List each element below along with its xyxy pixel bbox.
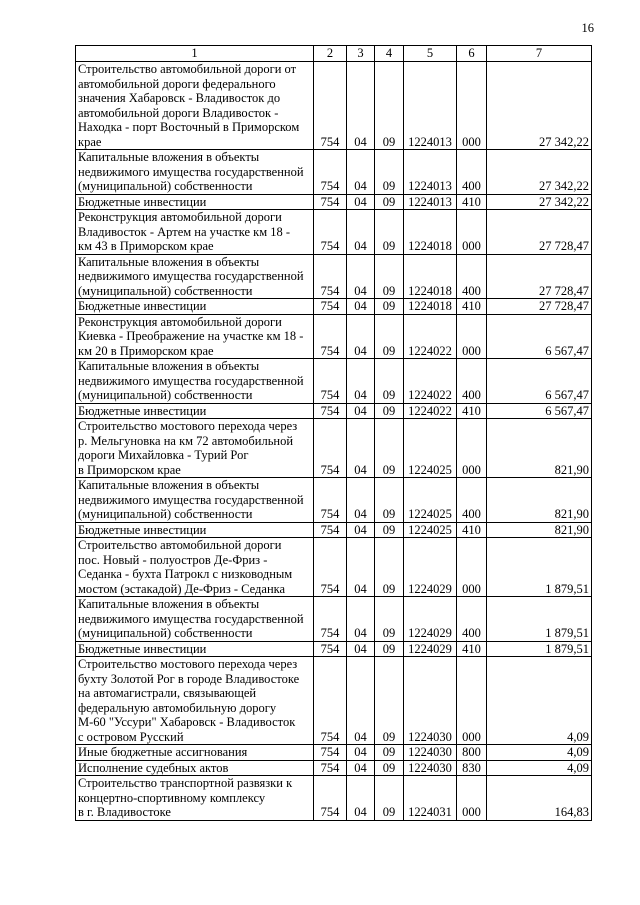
subsection-code-cell: 09	[375, 478, 404, 523]
item-name-line: Бюджетные инвестиции	[78, 522, 207, 537]
subsection-code-cell: 09	[375, 314, 404, 359]
item-name-line: концертно-спортивному комплексу	[78, 790, 266, 805]
item-name-line: крае	[78, 134, 102, 149]
subsection-code-cell: 09	[375, 657, 404, 745]
expense-type-code-cell: 410	[457, 403, 487, 419]
ministry-code-cell: 754	[314, 314, 347, 359]
subsection-code-cell: 09	[375, 745, 404, 761]
ministry-code-cell: 754	[314, 538, 347, 597]
item-name-cell	[76, 522, 314, 538]
item-name-cell	[76, 478, 314, 523]
item-name-line: р. Мельгуновка на км 72 автомобильной	[78, 433, 294, 448]
table-body	[76, 62, 592, 821]
item-name-line: (муниципальной) собственности	[78, 283, 253, 298]
table-row	[76, 194, 592, 210]
header-cell: 4	[375, 46, 404, 62]
ministry-code-cell: 754	[314, 522, 347, 538]
table-row	[76, 314, 592, 359]
subsection-code-cell: 09	[375, 597, 404, 642]
item-name-cell	[76, 641, 314, 657]
item-name-line: бухту Золотой Рог в городе Владивостоке	[78, 671, 300, 686]
ministry-code-cell: 754	[314, 657, 347, 745]
section-code-cell: 04	[347, 478, 375, 523]
item-name-line: в Приморском крае	[78, 462, 181, 477]
item-name-cell	[76, 597, 314, 642]
table-row	[76, 760, 592, 776]
item-name-line: недвижимого имущества государственной	[78, 492, 304, 507]
item-name-line: автомобильной дороги Владивосток -	[78, 105, 279, 120]
section-code-cell: 04	[347, 359, 375, 404]
item-name-cell	[76, 254, 314, 299]
amount-cell: 6 567,47	[487, 314, 592, 359]
page-number: 16	[581, 21, 594, 35]
item-name-line: Киевка - Преображение на участке км 18 -	[78, 329, 304, 343]
item-name-cell	[76, 657, 314, 745]
table-row	[76, 478, 592, 523]
amount-cell: 164,83	[487, 776, 592, 821]
section-code-cell: 04	[347, 62, 375, 150]
item-name-cell	[76, 745, 314, 761]
item-name-cell	[76, 194, 314, 210]
section-code-cell: 04	[347, 194, 375, 210]
header-cell: 7	[487, 46, 592, 62]
item-name-line: Капитальные вложения в объекты	[78, 254, 260, 269]
item-name-line: на автомагистрали, связывающей	[78, 686, 257, 700]
ministry-code-cell: 754	[314, 194, 347, 210]
section-code-cell: 04	[347, 522, 375, 538]
ministry-code-cell: 754	[314, 419, 347, 478]
item-name-line: Находка - порт Восточный в Приморском	[78, 120, 300, 134]
amount-cell: 27 342,22	[487, 62, 592, 150]
amount-cell: 4,09	[487, 657, 592, 745]
expense-type-code-cell: 400	[457, 254, 487, 299]
table-row	[76, 641, 592, 657]
item-name-line: Бюджетные инвестиции	[78, 403, 207, 418]
target-article-code-cell: 1224025	[404, 478, 457, 523]
expense-type-code-cell: 000	[457, 62, 487, 150]
amount-cell: 821,90	[487, 478, 592, 523]
item-name-line: Исполнение судебных актов	[78, 760, 229, 775]
item-name-line: значения Хабаровск - Владивосток до	[78, 91, 281, 105]
ministry-code-cell: 754	[314, 403, 347, 419]
item-name-line: Седанка - бухта Патрокл с низководным	[78, 567, 293, 581]
item-name-line: (муниципальной) собственности	[78, 626, 253, 640]
section-code-cell: 04	[347, 745, 375, 761]
expense-type-code-cell: 800	[457, 745, 487, 761]
ministry-code-cell: 754	[314, 359, 347, 404]
target-article-code-cell: 1224029	[404, 597, 457, 642]
section-code-cell: 04	[347, 419, 375, 478]
item-name-line: (муниципальной) собственности	[78, 179, 253, 193]
item-name-cell	[76, 150, 314, 195]
item-name-cell	[76, 299, 314, 315]
amount-cell: 27 728,47	[487, 299, 592, 315]
subsection-code-cell: 09	[375, 299, 404, 315]
item-name-line: М-60 "Уссури" Хабаровск - Владивосток	[78, 715, 296, 729]
section-code-cell: 04	[347, 776, 375, 821]
item-name-line: Строительство автомобильной дороги	[78, 538, 282, 552]
amount-cell: 1 879,51	[487, 597, 592, 642]
subsection-code-cell: 09	[375, 760, 404, 776]
item-name-line: Строительство мостового перехода через	[78, 419, 298, 433]
item-name-line: Реконструкция автомобильной дороги	[78, 210, 282, 224]
table-row	[76, 597, 592, 642]
ministry-code-cell: 754	[314, 62, 347, 150]
item-name-line: в г. Владивостоке	[78, 805, 171, 819]
target-article-code-cell: 1224013	[404, 62, 457, 150]
target-article-code-cell: 1224022	[404, 314, 457, 359]
item-name-line: Строительство транспортной развязки к	[78, 776, 293, 790]
amount-cell: 1 879,51	[487, 538, 592, 597]
item-name-cell	[76, 359, 314, 404]
budget-table	[75, 45, 592, 821]
section-code-cell: 04	[347, 150, 375, 195]
item-name-line: Бюджетные инвестиции	[78, 299, 207, 313]
item-name-cell	[76, 314, 314, 359]
target-article-code-cell: 1224030	[404, 745, 457, 761]
subsection-code-cell: 09	[375, 194, 404, 210]
item-name-cell	[76, 419, 314, 478]
target-article-code-cell: 1224013	[404, 194, 457, 210]
table-row	[76, 62, 592, 150]
ministry-code-cell: 754	[314, 210, 347, 255]
ministry-code-cell: 754	[314, 150, 347, 195]
section-code-cell: 04	[347, 254, 375, 299]
item-name-line: Иные бюджетные ассигнования	[78, 745, 248, 759]
item-name-line: недвижимого имущества государственной	[78, 164, 304, 179]
table-row	[76, 299, 592, 315]
subsection-code-cell: 09	[375, 641, 404, 657]
item-name-line: дороги Михайловка - Турий Рог	[78, 448, 249, 462]
table-row	[76, 210, 592, 255]
subsection-code-cell: 09	[375, 776, 404, 821]
ministry-code-cell: 754	[314, 760, 347, 776]
expense-type-code-cell: 410	[457, 194, 487, 210]
table-row	[76, 150, 592, 195]
target-article-code-cell: 1224022	[404, 403, 457, 419]
expense-type-code-cell: 400	[457, 478, 487, 523]
item-name-line: мостом (эстакадой) Де-Фриз - Седанка	[78, 581, 286, 596]
table-row	[76, 419, 592, 478]
header-cell: 5	[404, 46, 457, 62]
target-article-code-cell: 1224025	[404, 522, 457, 538]
header-cell: 6	[457, 46, 487, 62]
section-code-cell: 04	[347, 538, 375, 597]
item-name-line: Бюджетные инвестиции	[78, 194, 207, 209]
item-name-line: Реконструкция автомобильной дороги	[78, 314, 282, 329]
section-code-cell: 04	[347, 657, 375, 745]
header-row	[76, 46, 592, 62]
amount-cell: 4,09	[487, 760, 592, 776]
table-row	[76, 657, 592, 745]
subsection-code-cell: 09	[375, 62, 404, 150]
section-code-cell: 04	[347, 403, 375, 419]
amount-cell: 1 879,51	[487, 641, 592, 657]
item-name-line: Бюджетные инвестиции	[78, 641, 207, 656]
amount-cell: 821,90	[487, 522, 592, 538]
expense-type-code-cell: 410	[457, 299, 487, 315]
item-name-cell	[76, 210, 314, 255]
section-code-cell: 04	[347, 597, 375, 642]
target-article-code-cell: 1224030	[404, 657, 457, 745]
amount-cell: 27 728,47	[487, 254, 592, 299]
expense-type-code-cell: 000	[457, 210, 487, 255]
item-name-line: Владивосток - Артем на участке км 18 -	[78, 224, 291, 239]
item-name-line: Строительство автомобильной дороги от	[78, 62, 297, 76]
expense-type-code-cell: 410	[457, 641, 487, 657]
table-row	[76, 403, 592, 419]
item-name-cell	[76, 62, 314, 150]
item-name-cell	[76, 538, 314, 597]
item-name-line: с островом Русский	[78, 729, 184, 744]
item-name-line: км 20 в Приморском крае	[78, 343, 214, 358]
subsection-code-cell: 09	[375, 210, 404, 255]
amount-cell: 27 342,22	[487, 150, 592, 195]
section-code-cell: 04	[347, 760, 375, 776]
subsection-code-cell: 09	[375, 150, 404, 195]
target-article-code-cell: 1224018	[404, 299, 457, 315]
ministry-code-cell: 754	[314, 641, 347, 657]
header-cell: 2	[314, 46, 347, 62]
section-code-cell: 04	[347, 314, 375, 359]
header-cell: 3	[347, 46, 375, 62]
item-name-line: (муниципальной) собственности	[78, 388, 253, 402]
expense-type-code-cell: 400	[457, 150, 487, 195]
item-name-line: (муниципальной) собственности	[78, 507, 253, 521]
item-name-line: недвижимого имущества государственной	[78, 269, 304, 283]
item-name-line: федеральную автомобильную дорогу	[78, 700, 277, 715]
section-code-cell: 04	[347, 641, 375, 657]
expense-type-code-cell: 000	[457, 657, 487, 745]
item-name-line: автомобильной дороги федерального	[78, 76, 276, 91]
item-name-cell	[76, 403, 314, 419]
target-article-code-cell: 1224022	[404, 359, 457, 404]
target-article-code-cell: 1224025	[404, 419, 457, 478]
subsection-code-cell: 09	[375, 538, 404, 597]
amount-cell: 27 728,47	[487, 210, 592, 255]
subsection-code-cell: 09	[375, 359, 404, 404]
item-name-line: Строительство мостового перехода через	[78, 657, 298, 671]
target-article-code-cell: 1224029	[404, 641, 457, 657]
subsection-code-cell: 09	[375, 419, 404, 478]
expense-type-code-cell: 400	[457, 359, 487, 404]
table-row	[76, 745, 592, 761]
subsection-code-cell: 09	[375, 403, 404, 419]
ministry-code-cell: 754	[314, 254, 347, 299]
item-name-line: Капитальные вложения в объекты	[78, 359, 260, 373]
target-article-code-cell: 1224031	[404, 776, 457, 821]
item-name-line: недвижимого имущества государственной	[78, 611, 304, 626]
section-code-cell: 04	[347, 299, 375, 315]
item-name-line: км 43 в Приморском крае	[78, 239, 214, 253]
ministry-code-cell: 754	[314, 776, 347, 821]
item-name-line: пос. Новый - полуостров Де-Фриз -	[78, 552, 268, 567]
expense-type-code-cell: 400	[457, 597, 487, 642]
item-name-line: Капитальные вложения в объекты	[78, 478, 260, 492]
target-article-code-cell: 1224013	[404, 150, 457, 195]
expense-type-code-cell: 000	[457, 419, 487, 478]
amount-cell: 27 342,22	[487, 194, 592, 210]
amount-cell: 6 567,47	[487, 403, 592, 419]
target-article-code-cell: 1224018	[404, 254, 457, 299]
amount-cell: 6 567,47	[487, 359, 592, 404]
target-article-code-cell: 1224018	[404, 210, 457, 255]
ministry-code-cell: 754	[314, 745, 347, 761]
amount-cell: 821,90	[487, 419, 592, 478]
target-article-code-cell: 1224030	[404, 760, 457, 776]
header-cell: 1	[76, 46, 314, 62]
table-row	[76, 522, 592, 538]
expense-type-code-cell: 830	[457, 760, 487, 776]
subsection-code-cell: 09	[375, 254, 404, 299]
table-row	[76, 538, 592, 597]
item-name-line: недвижимого имущества государственной	[78, 373, 304, 388]
expense-type-code-cell: 000	[457, 776, 487, 821]
item-name-line: Капитальные вложения в объекты	[78, 150, 260, 164]
expense-type-code-cell: 000	[457, 314, 487, 359]
table-row	[76, 776, 592, 821]
subsection-code-cell: 09	[375, 522, 404, 538]
target-article-code-cell: 1224029	[404, 538, 457, 597]
expense-type-code-cell: 000	[457, 538, 487, 597]
item-name-line: Капитальные вложения в объекты	[78, 597, 260, 611]
amount-cell: 4,09	[487, 745, 592, 761]
ministry-code-cell: 754	[314, 478, 347, 523]
item-name-cell	[76, 776, 314, 821]
table-row	[76, 254, 592, 299]
item-name-cell	[76, 760, 314, 776]
expense-type-code-cell: 410	[457, 522, 487, 538]
section-code-cell: 04	[347, 210, 375, 255]
ministry-code-cell: 754	[314, 597, 347, 642]
ministry-code-cell: 754	[314, 299, 347, 315]
table-row	[76, 359, 592, 404]
